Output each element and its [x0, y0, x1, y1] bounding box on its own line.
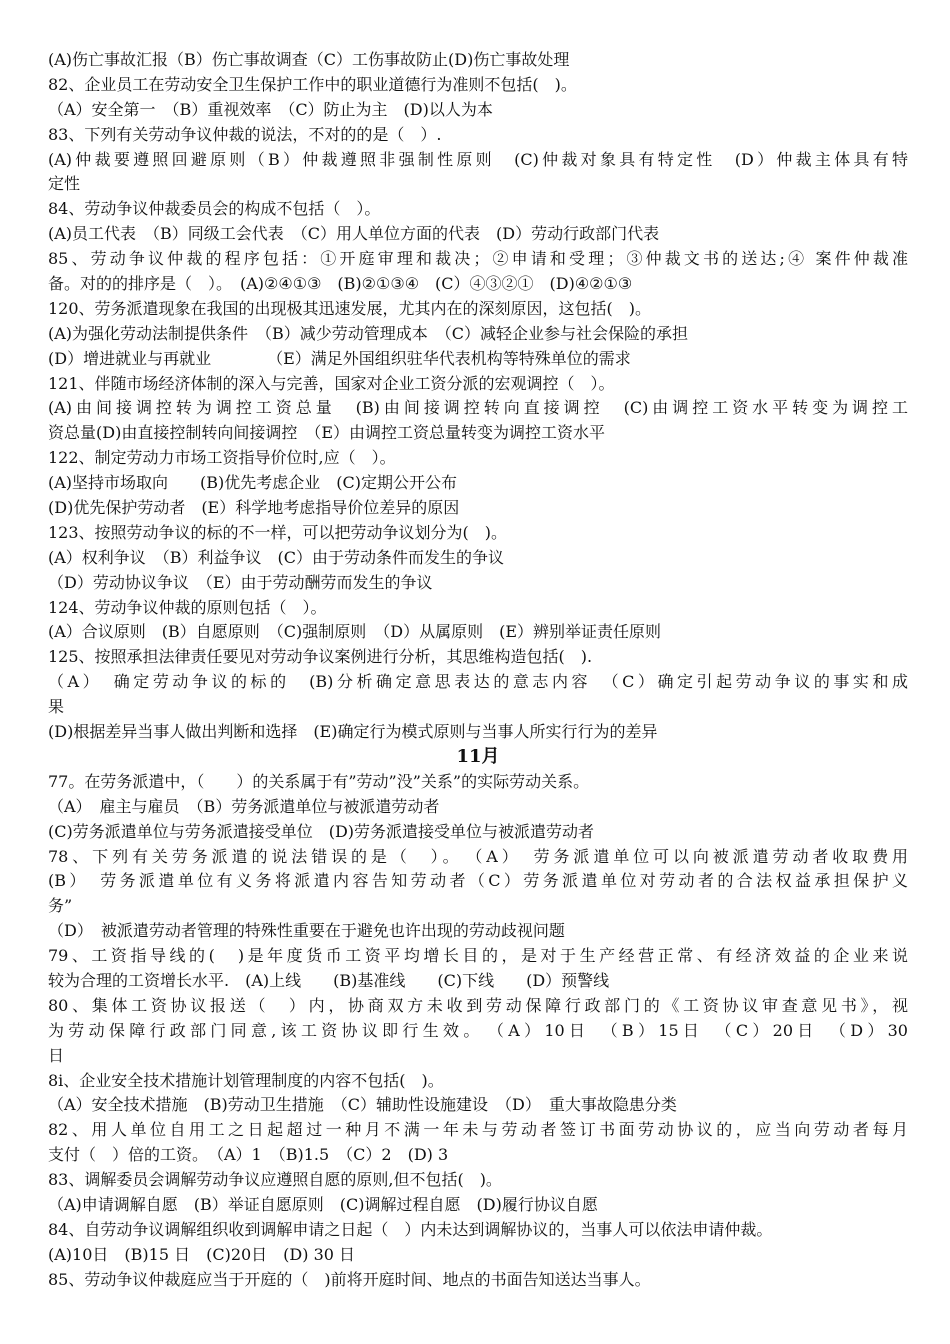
question-line: 124、劳动争议仲裁的原则包括（ ）。	[48, 597, 327, 617]
options-line: 资总量(D)由直接控制转向间接调控 （E）由调控工资总量转变为调控工资水平	[48, 423, 605, 443]
question-line: 85、劳动争议仲裁庭应当于开庭的（ )前将开庭时间、地点的书面告知送达当事人。	[48, 1269, 651, 1289]
question-line: 84、劳动争议仲裁委员会的构成不包括（ ）。	[48, 199, 381, 219]
question-line: 83、调解委员会调解劳动争议应遵照自愿的原则,但不包括( )。	[48, 1170, 502, 1190]
question-line: 122、制定劳动力市场工资指导价位时,应（ ）。	[48, 448, 396, 468]
options-line: (D）增进就业与再就业 （E）满足外国组织驻华代表机构等特殊单位的需求	[48, 348, 631, 368]
question-line: 120、劳务派遣现象在我国的出现极其迅速发展，尤其内在的深刻原因，这包括( )。	[48, 298, 652, 318]
options-line: （A） 确定劳动争议的标的 (B)分析确定意思表达的意志内容 （C）确定引起劳动争议的事实和成	[48, 672, 908, 692]
options-line: (A）权利争议 （B）利益争议 (C）由于劳动条件而发生的争议	[48, 547, 505, 567]
question-line: 123、按照劳动争议的标的不一样，可以把劳动争议划分为( )。	[48, 522, 508, 542]
options-line: (A）合议原则 (B）自愿原则 （C)强制原则 （D）从属原则 (E）辨别举证责任原则	[48, 622, 662, 642]
options-line: (D)优先保护劳动者 (E）科学地考虑指导价位差异的原因	[48, 498, 460, 518]
options-line: （A）安全技术措施 (B)劳动卫生措施 （C）辅助性设施建设 （D） 重大事故隐患分类	[48, 1095, 677, 1115]
text-line: (A)伤亡事故汇报（B）伤亡事故调查（C）工伤事故防止(D)伤亡事故处理	[48, 50, 570, 69]
options-line: (A)由间接调控转为调控工资总量 (B)由间接调控转向直接调控 (C)由调控工资水平转变为调控工	[48, 398, 908, 418]
options-line: (A)仲裁要遵照回避原则（B）仲裁遵照非强制性原则 (C)仲裁对象具有特定性 (D）仲裁主体具有特	[48, 149, 908, 169]
document-page	[48, 48, 908, 1293]
question-line: 82、用人单位自用工之日起超过一种月不满一年未与劳动者签订书面劳动协议的，应当向劳动者每月	[48, 1120, 908, 1140]
question-line: 79、工资指导线的( )是年度货币工资平均增长目的，是对于生产经营正常、有经济效益的企业来说	[48, 946, 908, 966]
options-line: (B） 劳务派遣单位有义务将派遣内容告知劳动者（C）劳务派遣单位对劳动者的合法权益承担保护义	[48, 871, 908, 891]
question-line: 84、自劳动争议调解组织收到调解申请之日起（ ）内未达到调解协议的，当事人可以依法申请仲裁。	[48, 1219, 773, 1239]
question-line: 83、下列有关劳动争议仲裁的说法，不对的的是（ ）.	[48, 124, 442, 144]
options-line: (A)10日 (B)15 日 (C)20日 (D) 30 日	[48, 1244, 356, 1264]
options-line: （D）劳动协议争议 （E）由于劳动酬劳而发生的争议	[48, 572, 433, 592]
options-line: (D)根据差异当事人做出判断和选择 (E)确定行为模式原则与当事人所实行行为的差异	[48, 722, 658, 742]
question-line: 85、劳动争议仲裁的程序包括：①开庭审理和裁决；②申请和受理；③仲裁文书的送达;④ 案件仲裁准	[48, 249, 908, 269]
question-line: 125、按照承担法律责任要见对劳动争议案例进行分析，其思维构造包括( ).	[48, 647, 593, 667]
options-line: （D） 被派遣劳动者管理的特殊性重要在于避免也许出现的劳动歧视问题	[48, 921, 565, 941]
question-line: 78、下列有关劳务派遣的说法错误的是（ ）。 （A） 劳务派遣单位可以向被派遣劳动者收取费用	[48, 846, 908, 866]
options-line: 备。对的的排序是（ ）。 (A)②④①③ (B)②①③④ (C）④③②① (D)④②①③	[48, 274, 633, 294]
question-line: 8i、企业安全技术措施计划管理制度的内容不包括( )。	[48, 1070, 444, 1090]
options-line: 为劳动保障行政部门同意,该工资协议即行生效。 （A）10日 （B）15日 （C）20日 （D）30	[48, 1020, 908, 1040]
options-line: (A)坚持市场取向 (B)优先考虑企业 (C)定期公开公布	[48, 473, 458, 493]
section-heading: 11月	[456, 745, 500, 767]
text-line: 定性	[48, 174, 81, 194]
options-line: （A)申请调解自愿 (B）举证自愿原则 (C)调解过程自愿 (D)履行协议自愿	[48, 1194, 598, 1214]
options-line: (A)员工代表 （B）同级工会代表 （C）用人单位方面的代表 (D）劳动行政部门代表	[48, 224, 660, 244]
text-line: 务”	[48, 896, 73, 916]
text-line: 日	[48, 1045, 65, 1065]
question-line: 82、企业员工在劳动安全卫生保护工作中的职业道德行为准则不包括( )。	[48, 74, 577, 94]
options-line: （A） 雇主与雇员 （B）劳务派遣单位与被派遣劳动者	[48, 796, 440, 816]
options-line: 较为合理的工资增长水平. (A)上线 (B)基准线 (C)下线 (D）预警线	[48, 970, 610, 990]
question-line: 121、伴随市场经济体制的深入与完善，国家对企业工资分派的宏观调控（ ）。	[48, 373, 615, 393]
question-line: 80、集体工资协议报送（ ）内，协商双方未收到劳动保障行政部门的《工资协议审查意见书》，视	[48, 995, 908, 1015]
options-line: (A)为强化劳动法制提供条件 （B）减少劳动管理成本 （C）减轻企业参与社会保险的承担	[48, 323, 689, 343]
options-line: 支付（ ）倍的工资。 （A）1 （B)1.5 （C）2 (D) 3	[48, 1145, 449, 1165]
options-line: (C)劳务派遣单位与劳务派遣接受单位 (D)劳务派遣接受单位与被派遣劳动者	[48, 821, 595, 841]
options-line: （A）安全第一 （B）重视效率 （C）防止为主 (D)以人为本	[48, 99, 493, 119]
text-line: 果	[48, 697, 65, 717]
question-line: 77。在劳务派遣中，（ ）的关系属于有”劳动”没”关系”的实际劳动关系。	[48, 771, 590, 791]
